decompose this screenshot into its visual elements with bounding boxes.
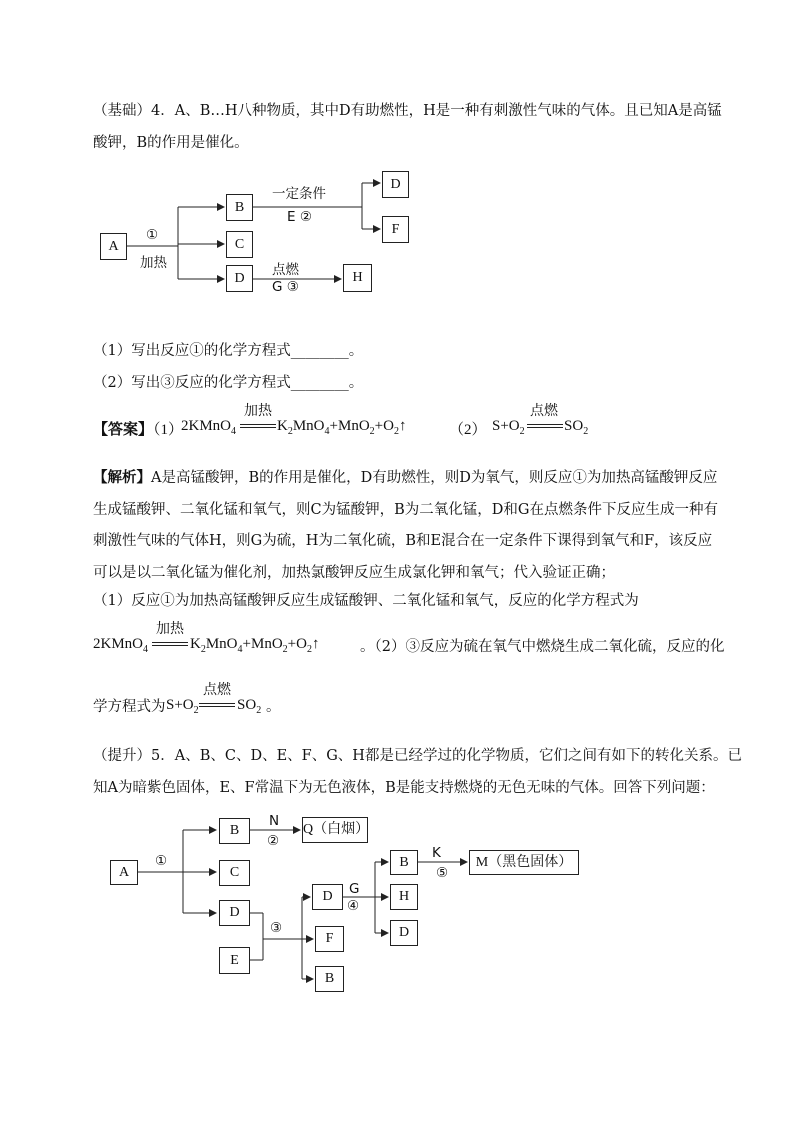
answer-eq1-cond: 加热 bbox=[244, 403, 272, 419]
node2-d: D bbox=[219, 900, 250, 926]
node-d: D bbox=[226, 265, 253, 292]
node2-d-mid: D bbox=[312, 884, 343, 910]
c3-label: ③ bbox=[270, 920, 283, 936]
cond1-bottom: 加热 bbox=[140, 255, 167, 271]
analysis-l2: 生成锰酸钾、二氧化锰和氧气，则C为锰酸钾，B为二氧化锰，D和G在点燃条件下反应生成一种有 bbox=[93, 502, 718, 518]
answer-eq1-left-text: 2KMnO bbox=[181, 418, 232, 434]
node2-d-right: D bbox=[390, 920, 418, 946]
node2-b-bottom: B bbox=[315, 966, 344, 992]
c4-top-label: G bbox=[349, 881, 360, 897]
answer-part1: （1） bbox=[153, 422, 184, 438]
c5-top-label: K bbox=[432, 845, 441, 861]
node2-m: M（黑色固体） bbox=[469, 850, 579, 875]
analysis-label: 【解析】 bbox=[93, 469, 151, 486]
node-c: C bbox=[226, 231, 253, 258]
analysis-eq2-left: $S+O_2$ bbox=[166, 697, 199, 716]
q4-line1: （基础）4．A、B…H八种物质，其中D有助燃性，H是一种有刺激性气味的气体。且已知A是高锰 bbox=[93, 103, 722, 119]
analysis-l5: （1）反应①为加热高锰酸钾反应生成锰酸钾、二氧化锰和氧气，反应的化学方程式为 bbox=[93, 593, 639, 609]
analysis-l6-tail: 。（2）③反应为硫在氧气中燃烧生成二氧化硫，反应的化 bbox=[360, 639, 725, 655]
node2-f: F bbox=[315, 926, 344, 952]
q4-line2: 酸钾，B的作用是催化。 bbox=[93, 135, 249, 151]
q4-sub1: （1）写出反应①的化学方程式________。 bbox=[93, 343, 364, 359]
node2-e: E bbox=[219, 947, 250, 974]
node2-a: A bbox=[110, 860, 138, 885]
analysis-eq1-right: $K_2MnO_4+MnO_2+O_2↑$ bbox=[190, 636, 320, 655]
answer-eq2-left: $S+O_2$ bbox=[492, 418, 525, 437]
q5-line1: （提升）5．A、B、C、D、E、F、G、H都是已经学过的化学物质，它们之间有如下的转化关系。已 bbox=[93, 748, 742, 764]
node-d-top: D bbox=[382, 171, 409, 198]
answer-label-text: 【答案】 bbox=[93, 422, 154, 438]
node-h: H bbox=[343, 264, 372, 292]
node2-b: B bbox=[219, 818, 250, 844]
analysis-l3: 刺激性气味的气体H，则G为硫，H为二氧化硫，B和E混合在一定条件下课得到氧气和F，该反应 bbox=[93, 533, 713, 549]
cond3-bottom: G ③ bbox=[272, 279, 299, 295]
answer-eq2-cond: 点燃 bbox=[530, 403, 558, 419]
q5-line2: 知A为暗紫色固体，E、F常温下为无色液体，B是能支持燃烧的无色无味的气体。回答下列问题： bbox=[93, 780, 715, 796]
analysis-eq1-cond: 加热 bbox=[156, 621, 184, 637]
answer-eq1-right: $K_2MnO_4+MnO_2+O_2↑$ bbox=[277, 418, 407, 437]
node-f: F bbox=[382, 216, 409, 243]
cond1-top: ① bbox=[146, 227, 159, 243]
c2-top-label: N bbox=[269, 813, 280, 829]
analysis-eq1-left: 2KMnO$_4$ bbox=[93, 636, 149, 655]
c5-bottom-label: ⑤ bbox=[436, 865, 449, 881]
q4-sub2: （2）写出③反应的化学方程式________。 bbox=[93, 375, 364, 391]
cond2-top: 一定条件 bbox=[272, 186, 326, 202]
analysis-l4: 可以是以二氧化锰为催化剂，加热氯酸钾反应生成氯化钾和氧气；代入验证正确； bbox=[93, 565, 615, 581]
node-a: A bbox=[100, 233, 127, 260]
c2-bottom-label: ② bbox=[267, 833, 280, 849]
analysis-l1-text: A是高锰酸钾，B的作用是催化，D有助燃性，则D为氧气，则反应①为加热高锰酸钾反应 bbox=[151, 470, 718, 486]
node2-h: H bbox=[390, 884, 418, 910]
answer-part2: （2） bbox=[449, 422, 487, 438]
analysis-l7-head: 学方程式为 bbox=[93, 699, 166, 715]
node-b: B bbox=[226, 194, 253, 221]
analysis-l7-tail: 。 bbox=[266, 699, 281, 715]
cond2-bottom: E ② bbox=[287, 209, 312, 225]
node2-c: C bbox=[219, 860, 250, 886]
answer-eq2-right: $SO_2$ bbox=[564, 418, 589, 437]
answer-eq1-left: 2KMnO$_4$ bbox=[181, 418, 237, 437]
analysis-eq2-cond: 点燃 bbox=[203, 682, 231, 698]
cond3-top: 点燃 bbox=[272, 262, 299, 278]
node2-q: Q（白烟） bbox=[302, 817, 368, 843]
node2-b-right: B bbox=[390, 850, 418, 875]
c4-bottom-label: ④ bbox=[347, 898, 360, 914]
analysis-eq2-right: $SO_2$ bbox=[237, 697, 262, 716]
c1-label: ① bbox=[155, 853, 168, 869]
